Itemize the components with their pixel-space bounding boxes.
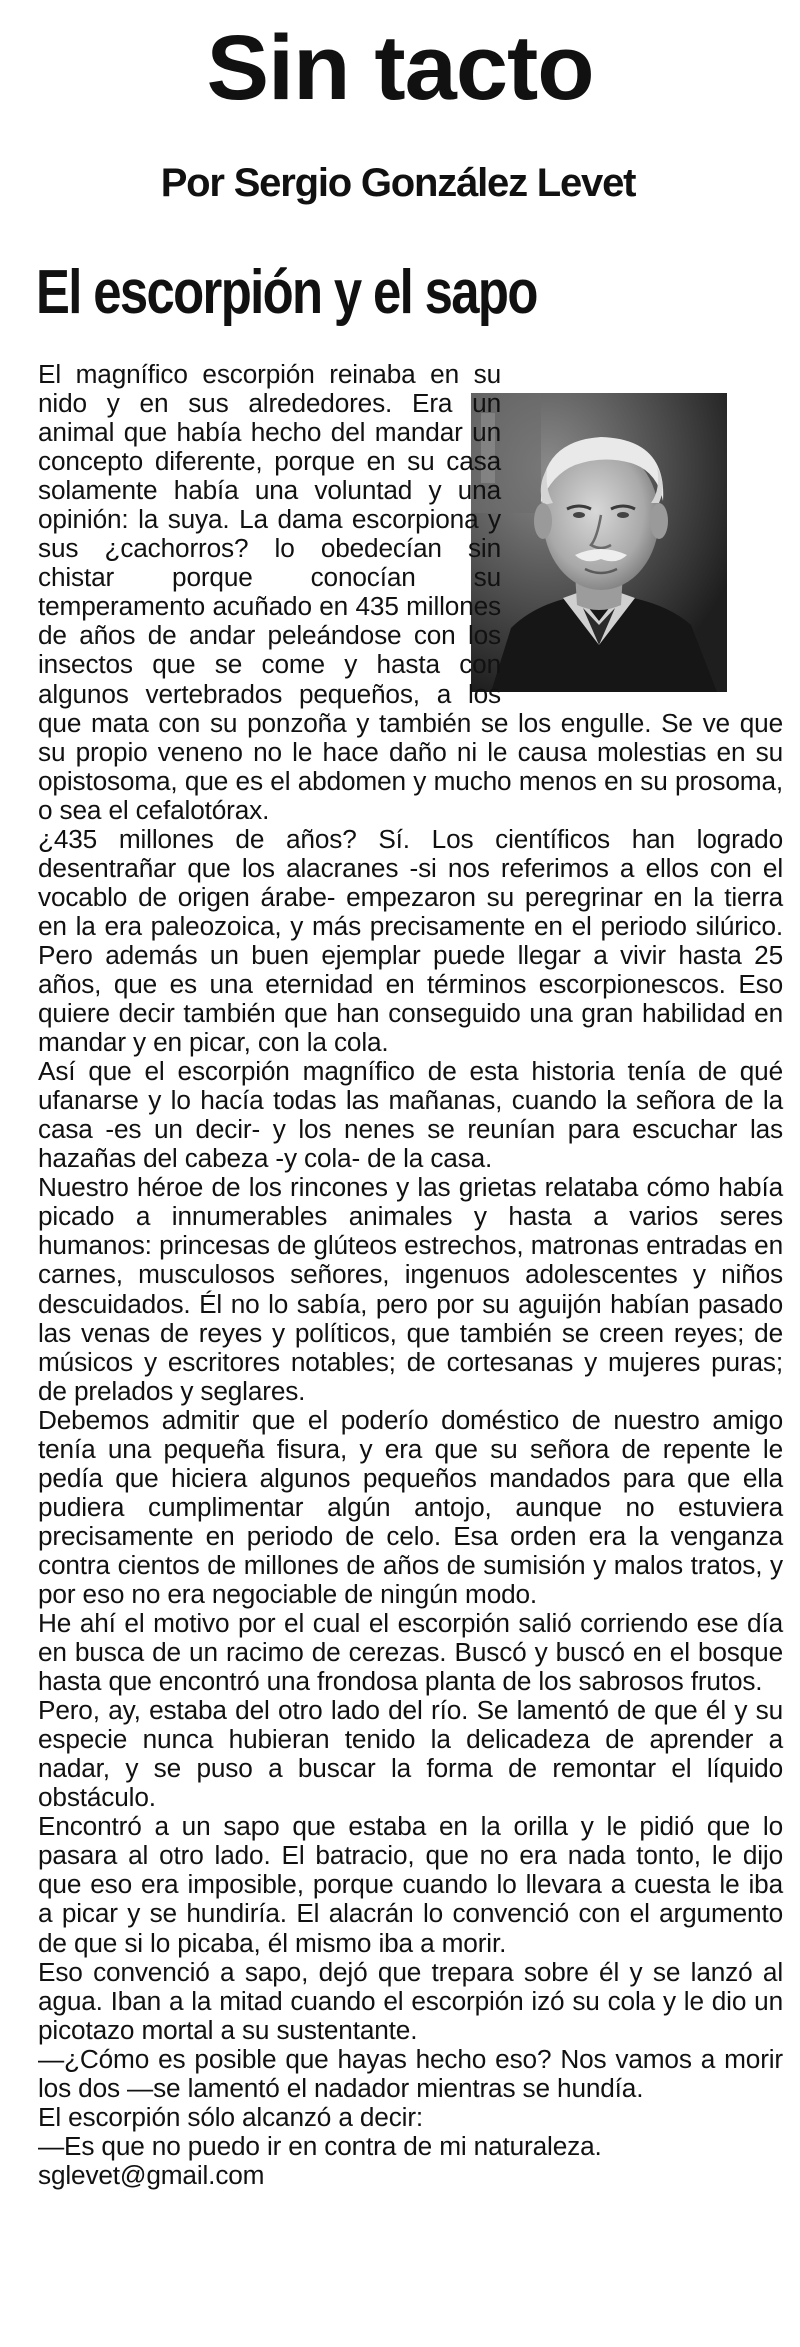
article-paragraph: Nuestro héroe de los rincones y las grietas relataba cómo había picado a innumerables animales y hasta a varios seres humanos: princesas de glúteos estrechos, matronas entradas en carnes, musculosos señores, ingenuos adolescentes y niños descuidados. Él no lo sabía, pero por su aguijón habían pasado las venas de reyes y políticos, que también se creen reyes; de músicos y escritores notables; de cortesanas y mujeres puras; de prelados y seglares. <box>38 1172 783 1406</box>
photo-wrap-spacer <box>501 360 783 705</box>
article-paragraph: Pero, ay, estaba del otro lado del río. Se lamentó de que él y su especie nunca hubieran tenido la delicadeza de aprender a nadar, y se puso a buscar la forma de remontar el líquido obstáculo. <box>38 1695 783 1813</box>
article-headline: El escorpión y el sapo <box>36 258 537 327</box>
article-paragraph: ¿435 millones de años? Sí. Los científicos han logrado desentrañar que los alacranes -si nos referimos a ellos con el vocablo de origen árabe- empezaron su peregrinar en la tierra en la era paleozoica, y más precisamente en el periodo silúrico. Pero además un buen ejemplar puede llegar a vivir hasta 25 años, que es una eternidad en términos escorpionescos. Eso quiere decir también que han conseguido una gran habilidad en mandar y en picar, con la cola. <box>38 823 783 1058</box>
article-paragraph: El magnífico escorpión reinaba en su nido y en sus alrededores. Era un animal que había hecho del mandar un concepto diferente, porque en su casa solamente había una voluntad y una opinión: la suya. La dama escorpiona y sus ¿cachorros? lo obedecían sin chistar porque conocían su temperamento acuñado en 435 millones de años de andar peleándose con los insectos que se come y hasta con algunos vertebrados pequeños, a los que mata con su ponzoña y también se los engulle. Se ve que su propio veneno no le hace daño ni le causa molestias en su opistosoma, que es el abdomen y mucho menos en su prosoma, o sea el cefalotórax. <box>38 359 783 825</box>
article-paragraph: —¿Cómo es posible que hayas hecho eso? Nos vamos a morir los dos —se lamentó el nadador mientras se hundía. <box>38 2043 783 2103</box>
article-paragraph: Eso convenció a sapo, dejó que trepara sobre él y se lanzó al agua. Iban a la mitad cuando el escorpión izó su cola y le dio un picotazo mortal a su sustentante. <box>38 1956 783 2045</box>
article-paragraph: Así que el escorpión magnífico de esta historia tenía de qué ufanarse y lo hacía todas las mañanas, cuando la señora de la casa -es un decir- y los nenes se reunían para escuchar las hazañas del cabeza -y cola- de la casa. <box>38 1056 783 1174</box>
author-email[interactable]: sglevet@gmail.com <box>38 2159 265 2190</box>
article-paragraph: He ahí el motivo por el cual el escorpión salió corriendo ese día en busca de un racimo de cerezas. Buscó y buscó en el bosque hasta que encontró una frondosa planta de los sabrosos frutos. <box>38 1608 783 1697</box>
article-paragraph: El escorpión sólo alcanzó a decir: <box>38 2101 424 2132</box>
column-title: Sin tacto <box>206 17 594 119</box>
article-paragraph: Encontró a un sapo que estaba en la orilla y le pidió que lo pasara al otro lado. El batracio, que no era nada tonto, le dijo que eso era imposible, porque cuando lo llevara a cuesta le iba a picar y se hundiría. El alacrán lo convenció con el argumento de que si lo picaba, él mismo iba a morir. <box>38 1811 783 1958</box>
article-paragraph: —Es que no puedo ir en contra de mi naturaleza. <box>38 2130 602 2161</box>
article-body <box>38 360 783 2190</box>
article-paragraph: Debemos admitir que el poderío doméstico de nuestro amigo tenía una pequeña fisura, y era que su señora de repente le pedía que hiciera algunos pequeños mandados para que ella pudiera cumplimentar algún antojo, aunque no estuviera precisamente en periodo de celo. Esa orden era la venganza contra cientos de millones de años de sumisión y malos tratos, y por eso no era negociable de ningún modo. <box>38 1404 783 1609</box>
author-byline: Por Sergio González Levet <box>160 161 636 205</box>
